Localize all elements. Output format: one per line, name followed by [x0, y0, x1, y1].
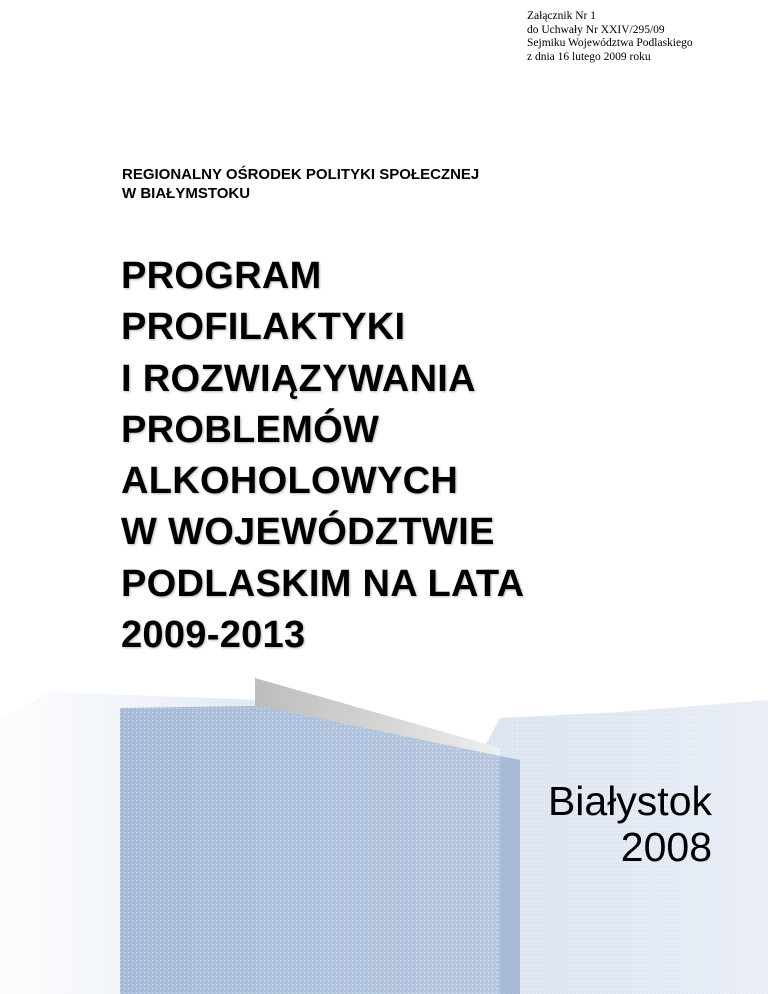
annex-line: z dnia 16 lutego 2009 roku [527, 50, 651, 63]
organization-line: REGIONALNY OŚRODEK POLITYKI SPOŁECZNEJ [122, 166, 480, 183]
document-title [121, 251, 524, 661]
title-line: PROBLEMÓW [121, 408, 380, 451]
title-line: PODLASKIM NA LATA [121, 562, 525, 605]
title-line: 2009-2013 [121, 614, 306, 657]
title-line: W WOJEWÓDZTWIE [121, 511, 495, 554]
organization-name [122, 165, 479, 203]
annex-line: Załącznik Nr 1 [527, 10, 596, 22]
city-name: Białystok [547, 778, 712, 824]
annex-line: Sejmiku Województwa Podlaskiego [527, 37, 693, 49]
publication-year: 2008 [620, 824, 712, 870]
title-line: PROGRAM [121, 255, 322, 297]
place-and-year [548, 778, 712, 870]
title-line: ALKOHOLOWYCH [121, 460, 459, 503]
annex-line: do Uchwały Nr XXIV/295/09 [527, 23, 665, 36]
organization-line: W BIAŁYMSTOKU [122, 185, 251, 202]
annex-note [527, 10, 693, 64]
title-line: PROFILAKTYKI [121, 306, 406, 349]
title-line: I ROZWIĄZYWANIA [121, 357, 476, 400]
